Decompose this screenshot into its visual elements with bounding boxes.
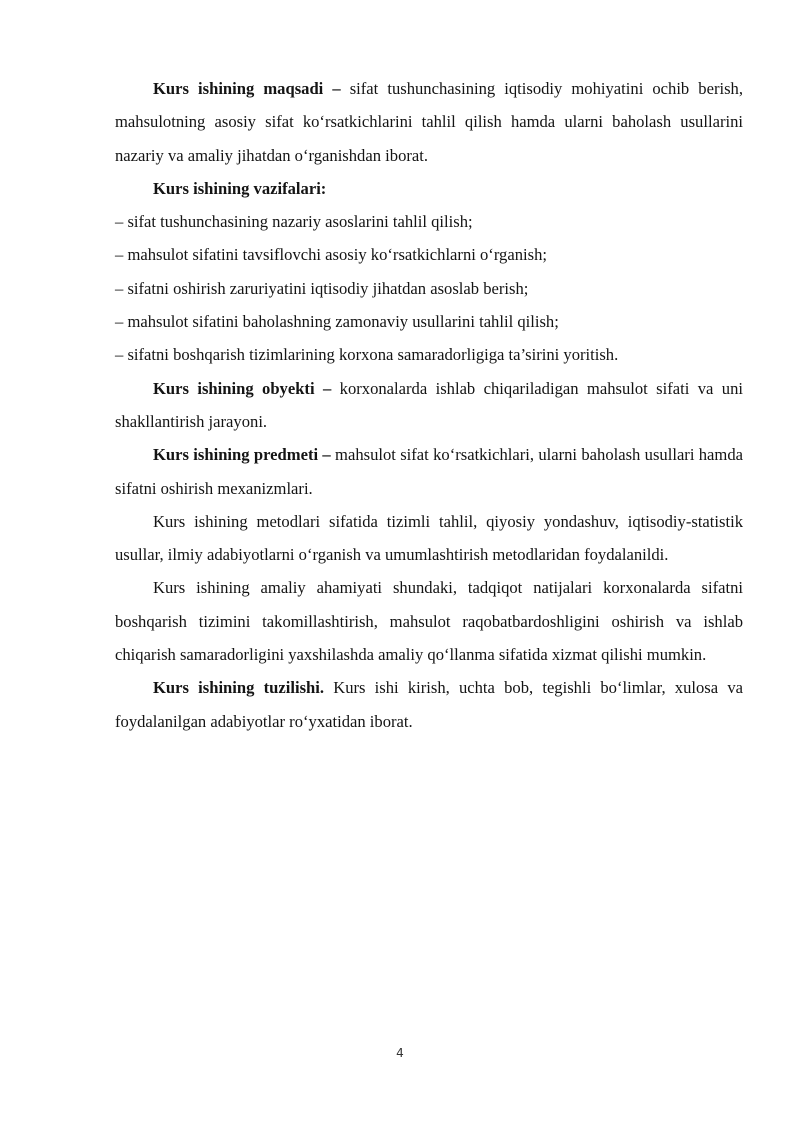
page-number: 4 (396, 1046, 404, 1060)
structure-paragraph (115, 671, 743, 738)
structure-title: Kurs ishining tuzilishi. (153, 678, 325, 698)
purpose-text: sifat tushunchasining iqtisodiy mohiyatini ochib berish, mahsulotning asosiy sifat ko‘rsatkichlarini tahlil qilish hamda ularni baholash usullarini nazariy va amaliy jihatdan o‘rganishdan iborat. (115, 79, 743, 165)
task-item-3: – sifatni oshirish zaruriyatini iqtisodiy jihatdan asoslab berish; (115, 278, 529, 298)
object-paragraph (115, 372, 743, 439)
purpose-paragraph (115, 72, 743, 172)
structure-text: Kurs ishi kirish, uchta bob, tegishli bo‘limlar, xulosa va foydalanilgan adabiyotlar ro‘yxatidan iborat. (115, 678, 743, 731)
task-item-4: – mahsulot sifatini baholashning zamonaviy usullarini tahlil qilish; (115, 312, 559, 332)
subject-text: mahsulot sifat ko‘rsatkichlari, ularni baholash usullari hamda sifatni oshirish mexanizmlari. (115, 445, 743, 498)
subject-title: Kurs ishining predmeti – (153, 445, 331, 465)
object-title: Kurs ishining obyekti – (153, 378, 332, 398)
task-item-2: – mahsulot sifatini tavsiflovchi asosiy ko‘rsatkichlarni o‘rganish; (115, 245, 547, 265)
purpose-title: Kurs ishining maqsadi – (153, 79, 341, 98)
object-text: korxonalarda ishlab chiqariladigan mahsulot sifati va uni shakllantirish jarayoni. (115, 378, 743, 431)
document-body (115, 72, 743, 738)
significance-paragraph: Kurs ishining amaliy ahamiyati shundaki, tadqiqot natijalari korxonalarda sifatni boshqarish tizimini takomillashtirish, mahsulot raqobatbardoshligini oshirish va ishlab chiqarish samaradorligini yaxshilashda amaliy qo‘llanma sifatida xizmat qilishi mumkin. (115, 578, 743, 665)
methods-paragraph: Kurs ishining metodlari sifatida tizimli tahlil, qiyosiy yondashuv, iqtisodiy-statistik usullar, ilmiy adabiyotlarni o‘rganish va umumlashtirish metodlaridan foydalanildi. (115, 511, 743, 565)
task-item-5: – sifatni boshqarish tizimlarining korxona samaradorligiga ta’sirini yoritish. (115, 345, 619, 365)
task-item-1: – sifat tushunchasining nazariy asoslarini tahlil qilish; (115, 212, 473, 232)
subject-paragraph (115, 438, 743, 505)
tasks-heading (115, 172, 743, 205)
tasks-title: Kurs ishining vazifalari: (153, 178, 327, 198)
